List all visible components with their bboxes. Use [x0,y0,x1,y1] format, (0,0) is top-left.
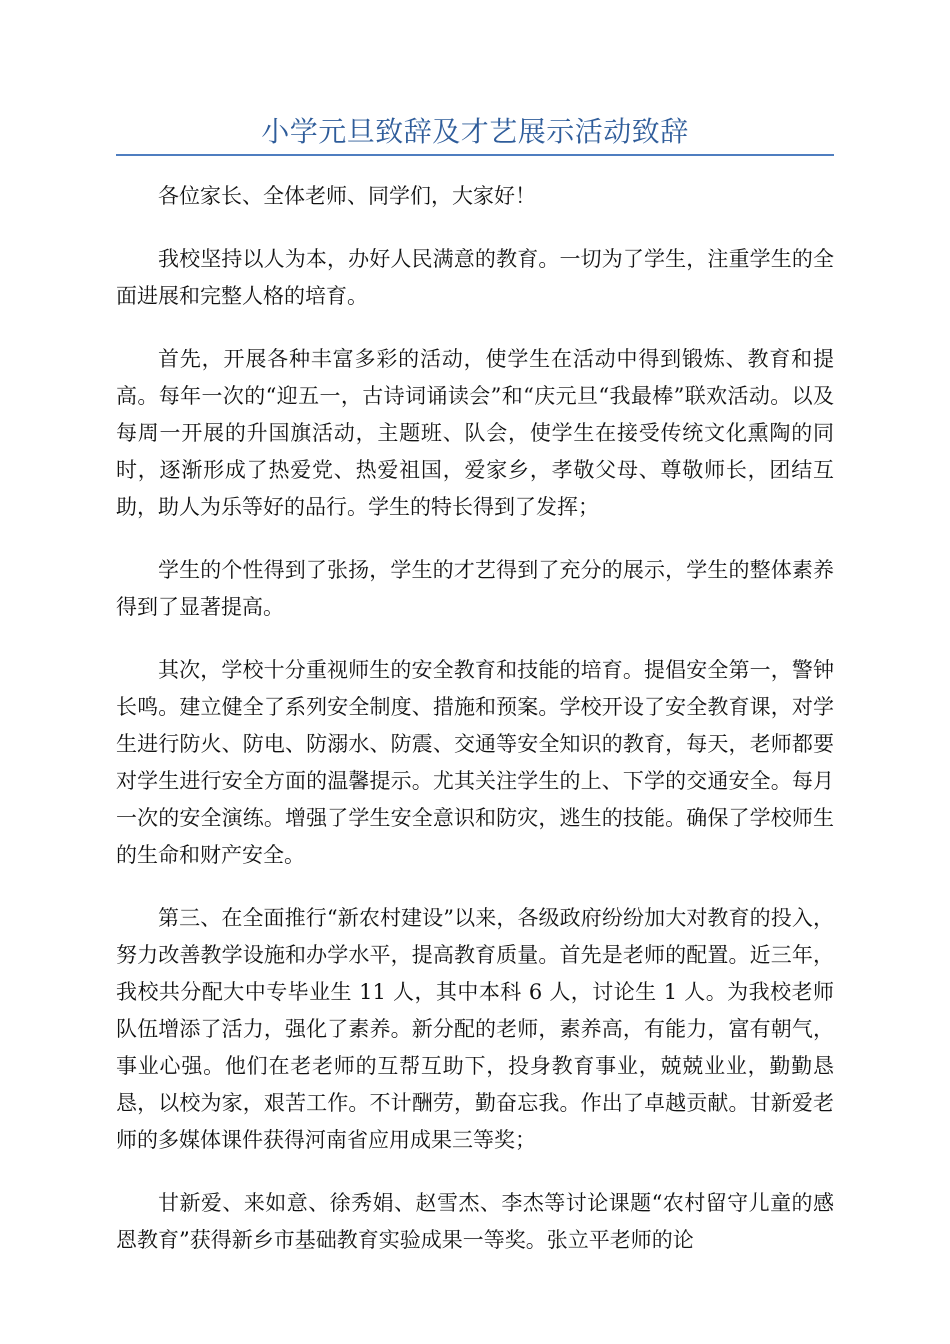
document-title: 小学元旦致辞及才艺展示活动致辞 [261,115,689,148]
paragraph-activities: 首先，开展各种丰富多彩的活动，使学生在活动中得到锻炼、教育和提高。每年一次的“迎五一，古诗词诵读会”和“庆元旦“我最棒”联欢活动。以及每周一开展的升国旗活动，主题班、队会，使学生在接受传统文化熏陶的同时，逐渐形成了热爱党、热爱祖国，爱家乡，孝敬父母、尊敬师长，团结互助，助人为乐等好的品行。学生的特长得到了发挥； [116,347,834,519]
paragraph-greeting: 各位家长、全体老师、同学们，大家好！ [158,184,536,208]
paragraph-talents: 学生的个性得到了张扬，学生的才艺得到了充分的展示，学生的整体素养得到了显著提高。 [116,558,834,619]
paragraph-awards: 甘新爱、来如意、徐秀娟、赵雪杰、李杰等讨论课题“农村留守儿童的感恩教育”获得新乡市基础教育实验成果一等奖。张立平老师的论 [116,1191,834,1252]
paragraph-safety: 其次，学校十分重视师生的安全教育和技能的培育。提倡安全第一，警钟长鸣。建立健全了系列安全制度、措施和预案。学校开设了安全教育课，对学生进行防火、防电、防溺水、防震、交通等安全知识的教育，每天，老师都要对学生进行安全方面的温馨提示。尤其关注学生的上、下学的交通安全。每月一次的安全演练。增强了学生安全意识和防灾，逃生的技能。确保了学校师生的生命和财产安全。 [116,658,834,867]
document-page [116,112,834,1285]
paragraph-teachers: 第三、在全面推行“新农村建设”以来，各级政府纷纷加大对教育的投入，努力改善教学设施和办学水平，提高教育质量。首先是老师的配置。近三年，我校共分配大中专毕业生 11 人，其中本科 6 人，讨论生 1 人。为我校老师队伍增添了活力，强化了素养。新分配的老师，素养高，有能力，富有朝气，事业心强。他们在老老师的互帮互助下，投身教育事业，兢兢业业，勤勤恳恳，以校为家，艰苦工作。不计酬劳，勤奋忘我。作出了卓越贡献。甘新爱老师的多媒体课件获得河南省应用成果三等奖； [116,906,834,1152]
title-underline [116,154,834,156]
paragraph-philosophy: 我校坚持以人为本，办好人民满意的教育。一切为了学生，注重学生的全面进展和完整人格的培育。 [116,247,834,308]
